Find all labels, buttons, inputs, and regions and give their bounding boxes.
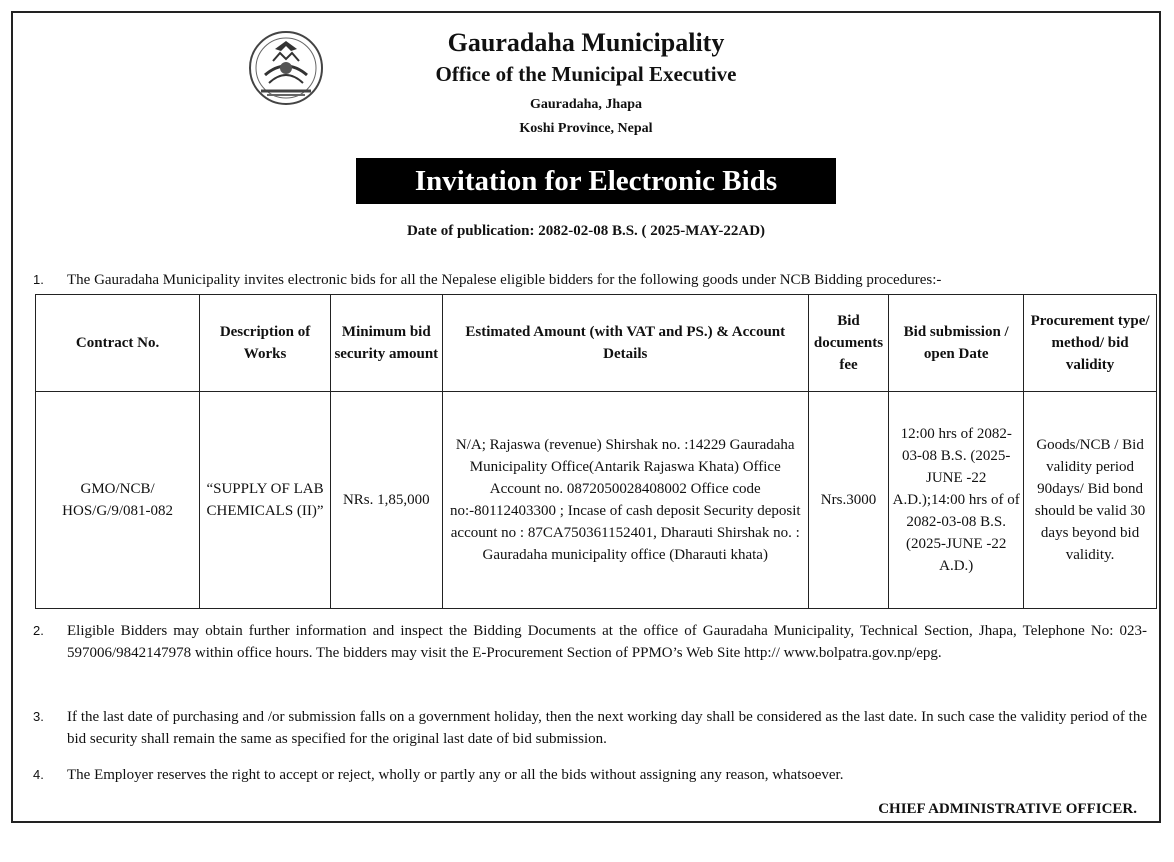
clause-text: The Employer reserves the right to accept or reject, wholly or partly any or all the bids without assigning any reason, whatsoever. [67, 767, 844, 783]
clause-number: 1. [33, 272, 44, 287]
clause-4 [33, 764, 1147, 786]
clause-3 [33, 706, 1147, 750]
publication-date: Date of publication: 2082-02-08 B.S. ( 2025-MAY-22AD) [406, 223, 766, 239]
header-estimated-amount: Estimated Amount (with VAT and PS.) & Account Details [442, 295, 808, 392]
header-doc-fee: Bid documents fee [808, 295, 889, 392]
address-line-2: Koshi Province, Nepal [519, 121, 653, 136]
cell-submission-date: 12:00 hrs of 2082-03-08 B.S. (2025-JUNE -22 A.D.);14:00 hrs of of 2082-03-08 B.S.(2025-JUNE -22 A.D.) [889, 392, 1024, 609]
cell-description: “SUPPLY OF LAB CHEMICALS (II)” [200, 392, 331, 609]
cell-doc-fee: Nrs.3000 [808, 392, 889, 609]
clause-text: Eligible Bidders may obtain further information and inspect the Bidding Documents at the office of Gauradaha Municipality, Technical Section, Jhapa, Telephone No: 023-597006/9842147978 within office hours. The bidders may visit the E-Procurement Section of PPMO’s Web Site http:// www.bolpatra.gov.np/epg. [67, 623, 1147, 661]
organization-name: Gauradaha Municipality [447, 28, 725, 57]
office-name: Office of the Municipal Executive [435, 62, 737, 86]
notice-title-banner: Invitation for Electronic Bids [356, 158, 836, 204]
clause-number: 3. [33, 709, 44, 724]
clause-1 [33, 269, 1147, 291]
clause-2 [33, 620, 1147, 664]
cell-estimated-amount: N/A; Rajaswa (revenue) Shirshak no. :14229 Gauradaha Municipality Office(Antarik Rajaswa Khata) Office Account no. 0872050028408002 Office code no:-80112403300 ; Incase of cash deposit Security deposit account no : 87CA750361152401, Dharauti Shirshak no. : Gauradaha municipality office (Dharauti khata) [442, 392, 808, 609]
clause-text: The Gauradaha Municipality invites electronic bids for all the Nepalese eligible bidders for the following goods under NCB Bidding procedures:- [67, 272, 942, 288]
cell-bid-security: NRs. 1,85,000 [330, 392, 442, 609]
bid-details-table [35, 294, 1157, 609]
notice-frame [11, 11, 1161, 823]
cell-contract-no: GMO/NCB/ HOS/G/9/081-082 [36, 392, 200, 609]
clause-number: 4. [33, 767, 44, 782]
header-description: Description of Works [200, 295, 331, 392]
header-submission-date: Bid submission / open Date [889, 295, 1024, 392]
header-procurement: Procurement type/ method/ bid validity [1024, 295, 1157, 392]
header-contract-no: Contract No. [36, 295, 200, 392]
table-header-row [36, 295, 1157, 392]
table-row [36, 392, 1157, 609]
signature-title: CHIEF ADMINISTRATIVE OFFICER. [878, 801, 1137, 817]
clause-text: If the last date of purchasing and /or submission falls on a government holiday, then the next working day shall be considered as the last date. In such case the validity period of the bid security shall remain the same as specified for the original last date of bid submission. [67, 709, 1147, 747]
header-bid-security: Minimum bid security amount [330, 295, 442, 392]
clause-number: 2. [33, 623, 44, 638]
address-line-1: Gauradaha, Jhapa [529, 97, 643, 112]
cell-procurement: Goods/NCB / Bid validity period 90days/ Bid bond should be valid 30 days beyond bid validity. [1024, 392, 1157, 609]
